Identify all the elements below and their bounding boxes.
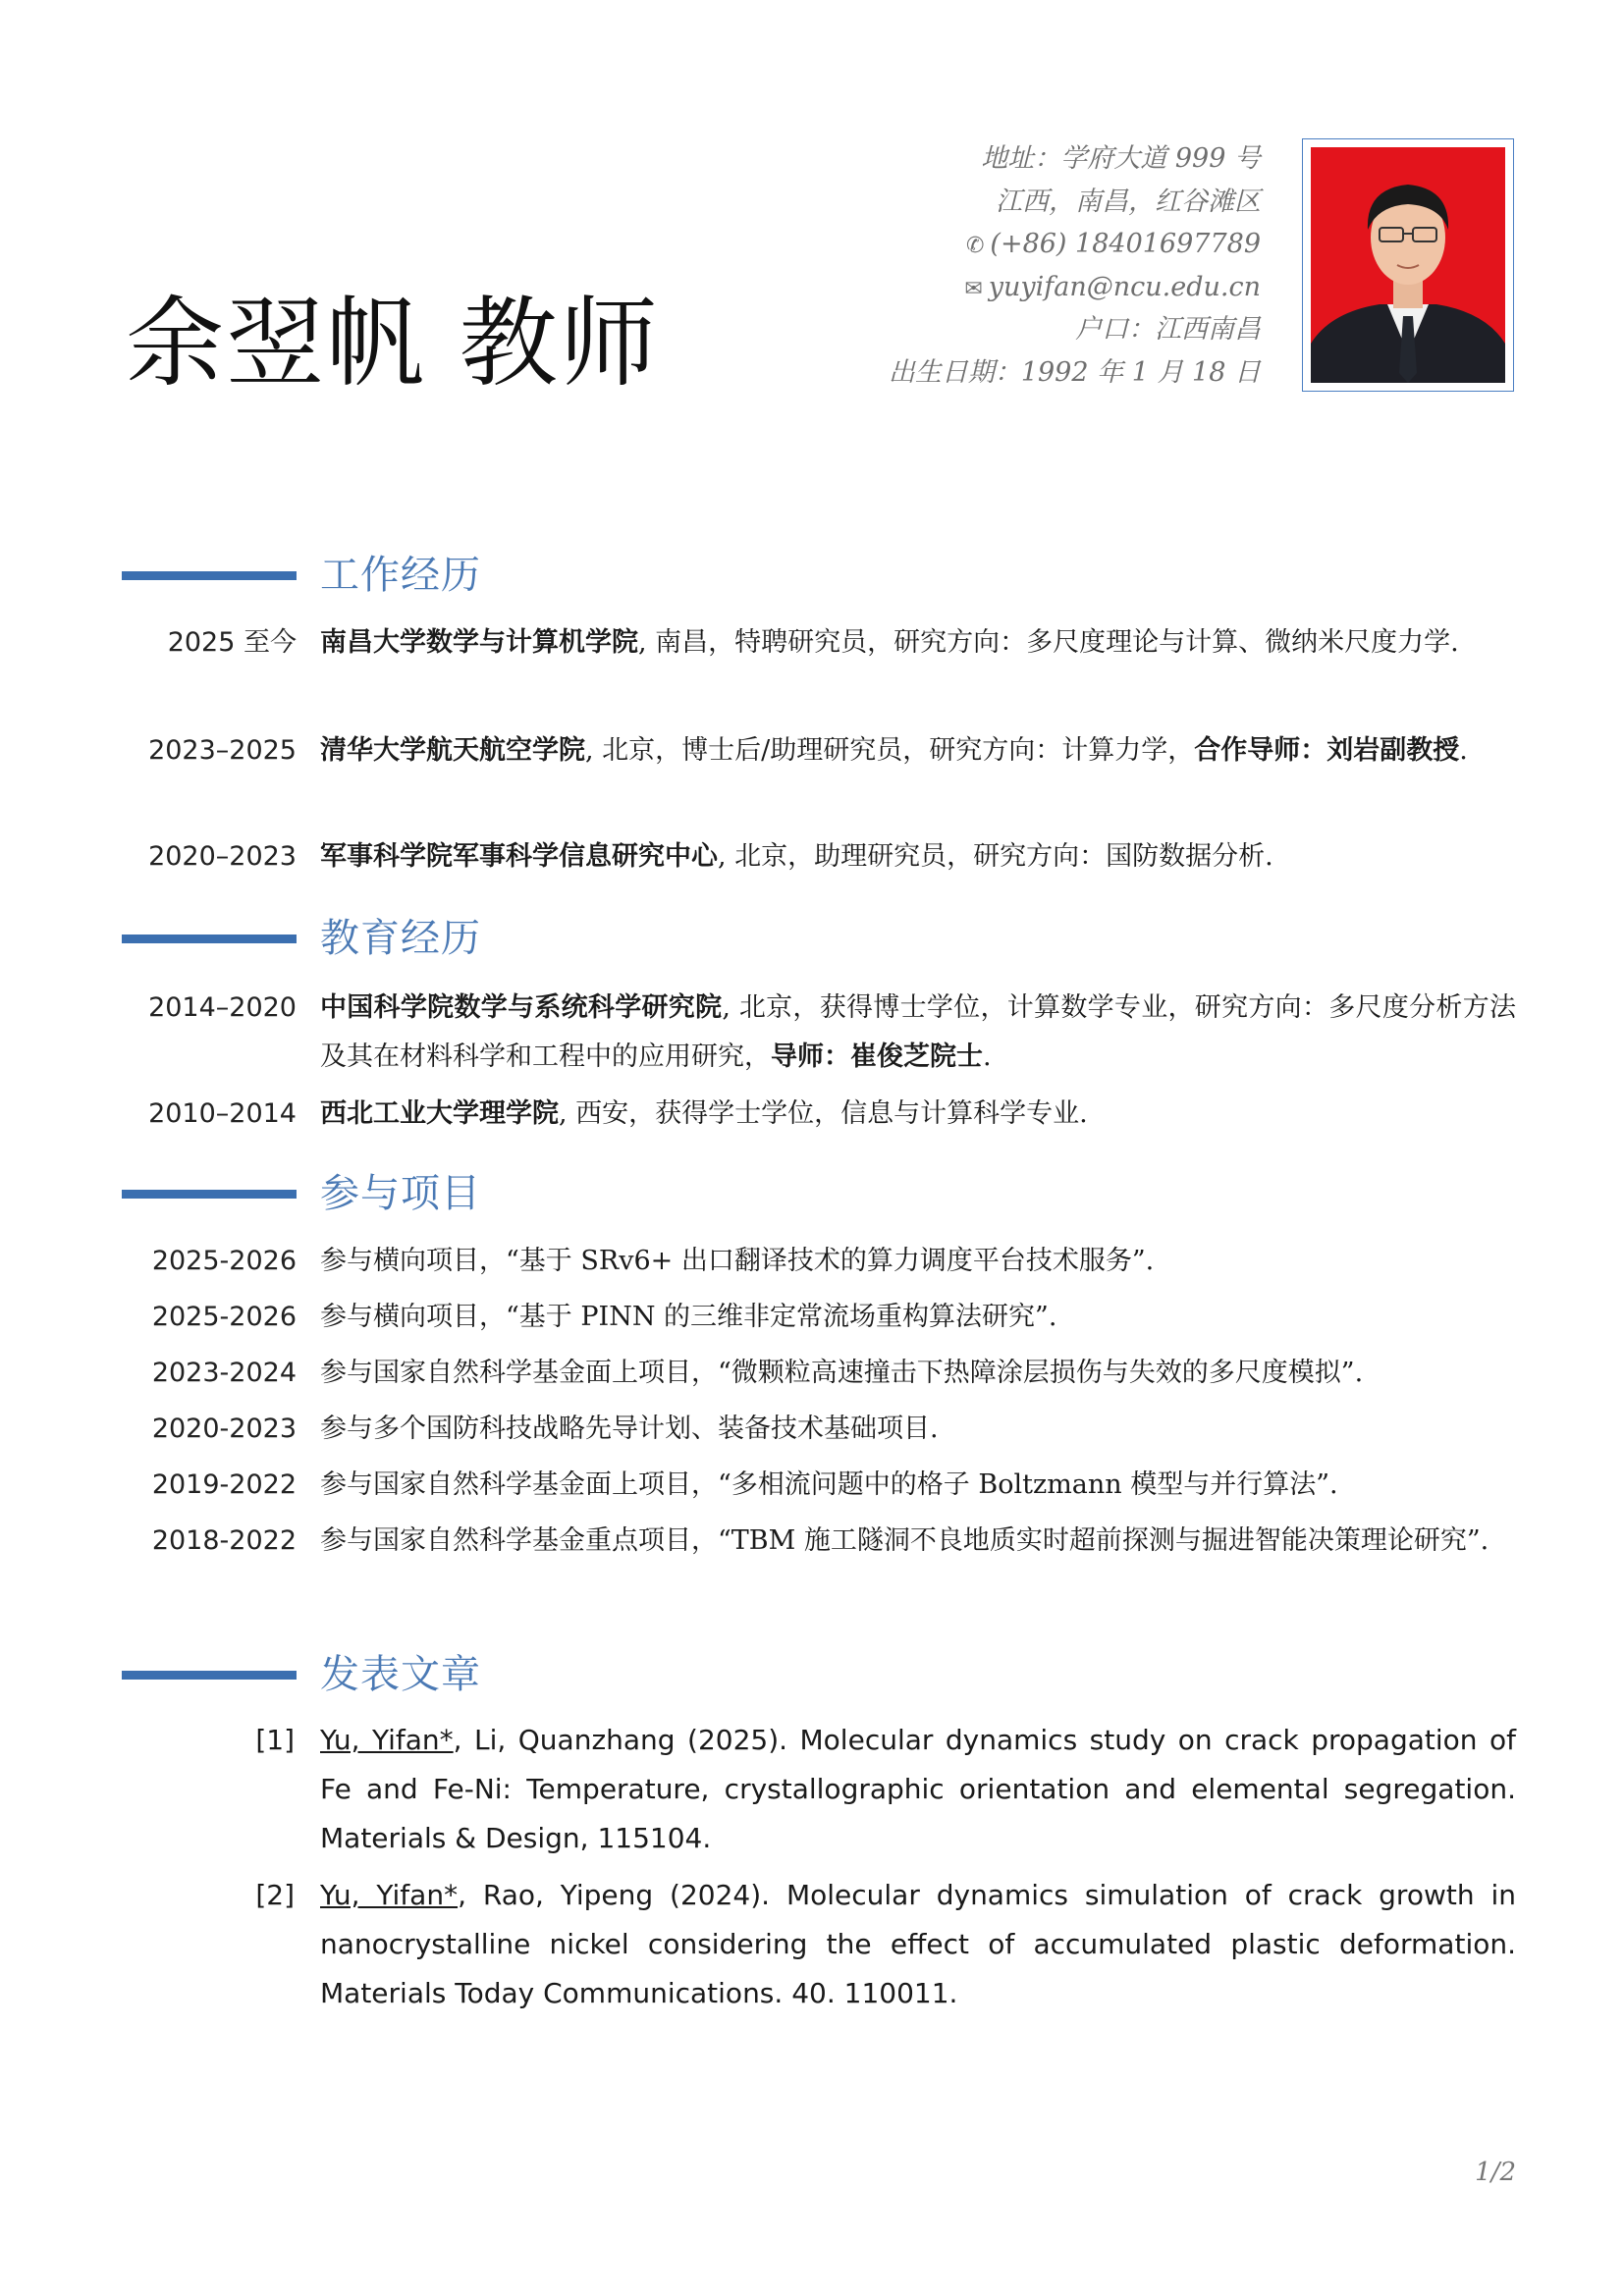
entry-org: 中国科学院数学与系统科学研究院 — [320, 992, 723, 1023]
entry-text — [320, 618, 1516, 667]
publication-text — [320, 1716, 1516, 1863]
entry-detail: , 北京，助理研究员，研究方向：国防数据分析. — [718, 841, 1273, 872]
entry-org: 南昌大学数学与计算机学院 — [320, 627, 638, 658]
publication-number: [1] — [255, 1724, 295, 1756]
publication-author: Yu, Yifan* — [320, 1879, 459, 1911]
publication-author: Yu, Yifan* — [320, 1724, 454, 1756]
entry-date: 2019-2022 — [151, 1469, 297, 1500]
entry-text: 参与横向项目，“基于 SRv6+ 出口翻译技术的算力调度平台技术服务”. — [320, 1246, 1155, 1276]
portrait-image — [1311, 147, 1505, 383]
birth-date-line: 出生日期：1992 年 1 月 18 日 — [888, 356, 1261, 388]
hukou-line: 户口：江西南昌 — [1075, 314, 1261, 345]
entry-org: 清华大学航天航空学院 — [320, 735, 585, 766]
publication-citation: , Rao, Yipeng (2024). Molecular dynamics simulation of crack growth in nanocrystalline nickel considering the effect of accumulated plastic deformation. Materials Today Communications. 40. 110011. — [320, 1879, 1516, 2009]
entry-advisor: 导师：崔俊芝院士 — [771, 1041, 983, 1072]
section-title: 工作经历 — [320, 553, 481, 598]
entry-org: 军事科学院军事科学信息研究中心 — [320, 841, 718, 872]
section-title: 参与项目 — [320, 1171, 481, 1216]
entry-org: 西北工业大学理学院 — [320, 1098, 559, 1129]
entry-date: 2025 至今 — [167, 627, 297, 658]
address-line-1: 地址：学府大道 999 号 — [981, 143, 1261, 174]
contact-block — [889, 137, 1261, 394]
email-line — [889, 266, 1261, 309]
entry-text — [320, 832, 1516, 881]
entry-detail: , 北京，获得博士学位，计算数学专业，研究方向：多尺度分析方法及其在材料科学和工程中的应用研究， — [320, 992, 1516, 1072]
entry-date: 2020–2023 — [148, 841, 297, 872]
publication-number: [2] — [255, 1879, 295, 1911]
phone-icon: ✆ — [965, 234, 985, 258]
email-address[interactable]: yuyifan@ncu.edu.cn — [988, 271, 1261, 302]
entry-advisor: 合作导师：刘岩副教授 — [1194, 735, 1460, 766]
address-line-2: 江西，南昌，红谷滩区 — [996, 186, 1261, 217]
section-bar — [122, 571, 297, 580]
entry-text — [320, 984, 1516, 1082]
section-title: 发表文章 — [320, 1652, 481, 1697]
person-name: 余翌帆 教师 — [126, 286, 660, 400]
section-bar — [122, 1190, 297, 1199]
entry-text — [320, 726, 1516, 775]
entry-detail: , 西安，获得学士学位，信息与计算科学专业. — [559, 1098, 1088, 1129]
entry-date: 2025-2026 — [151, 1246, 297, 1276]
entry-detail: , 北京，博士后/助理研究员，研究方向：计算力学， — [585, 735, 1195, 766]
entry-detail: , 南昌，特聘研究员，研究方向：多尺度理论与计算、微纳米尺度力学. — [638, 627, 1459, 658]
page-number: 1/2 — [1475, 2158, 1516, 2187]
section-bar — [122, 934, 297, 943]
entry-tail: . — [1459, 735, 1468, 766]
entry-text: 参与多个国防科技战略先导计划、装备技术基础项目. — [320, 1414, 939, 1444]
entry-text: 参与国家自然科学基金重点项目，“TBM 施工隧洞不良地质实时超前探测与掘进智能决策理论研究”. — [320, 1525, 1489, 1556]
entry-text — [320, 1090, 1516, 1139]
entry-date: 2025-2026 — [151, 1302, 297, 1332]
portrait-photo — [1302, 138, 1514, 392]
section-title: 教育经历 — [320, 916, 481, 961]
entry-date: 2023–2025 — [148, 735, 297, 766]
envelope-icon: ✉ — [964, 276, 983, 301]
portrait-illustration — [1311, 147, 1505, 383]
entry-date: 2010–2014 — [148, 1098, 297, 1129]
entry-text: 参与国家自然科学基金面上项目，“多相流问题中的格子 Boltzmann 模型与并行算法”. — [320, 1469, 1338, 1500]
publication-text — [320, 1871, 1516, 2018]
phone-line — [889, 223, 1261, 266]
entry-date: 2014–2020 — [148, 992, 297, 1023]
section-bar — [122, 1671, 297, 1680]
entry-date: 2023-2024 — [151, 1358, 297, 1388]
entry-date: 2020-2023 — [151, 1414, 297, 1444]
entry-tail: . — [983, 1041, 992, 1072]
entry-text: 参与横向项目，“基于 PINN 的三维非定常流场重构算法研究”. — [320, 1302, 1057, 1332]
entry-date: 2018-2022 — [151, 1525, 297, 1556]
entry-text: 参与国家自然科学基金面上项目，“微颗粒高速撞击下热障涂层损伤与失效的多尺度模拟”. — [320, 1358, 1364, 1388]
publication-citation: , Li, Quanzhang (2025). Molecular dynamics study on crack propagation of Fe and Fe-Ni: Temperature, crystallographic orientation and elemental segregation. Materials & Design, 115104. — [320, 1724, 1516, 1854]
phone-number: (+86) 18401697789 — [990, 229, 1261, 259]
